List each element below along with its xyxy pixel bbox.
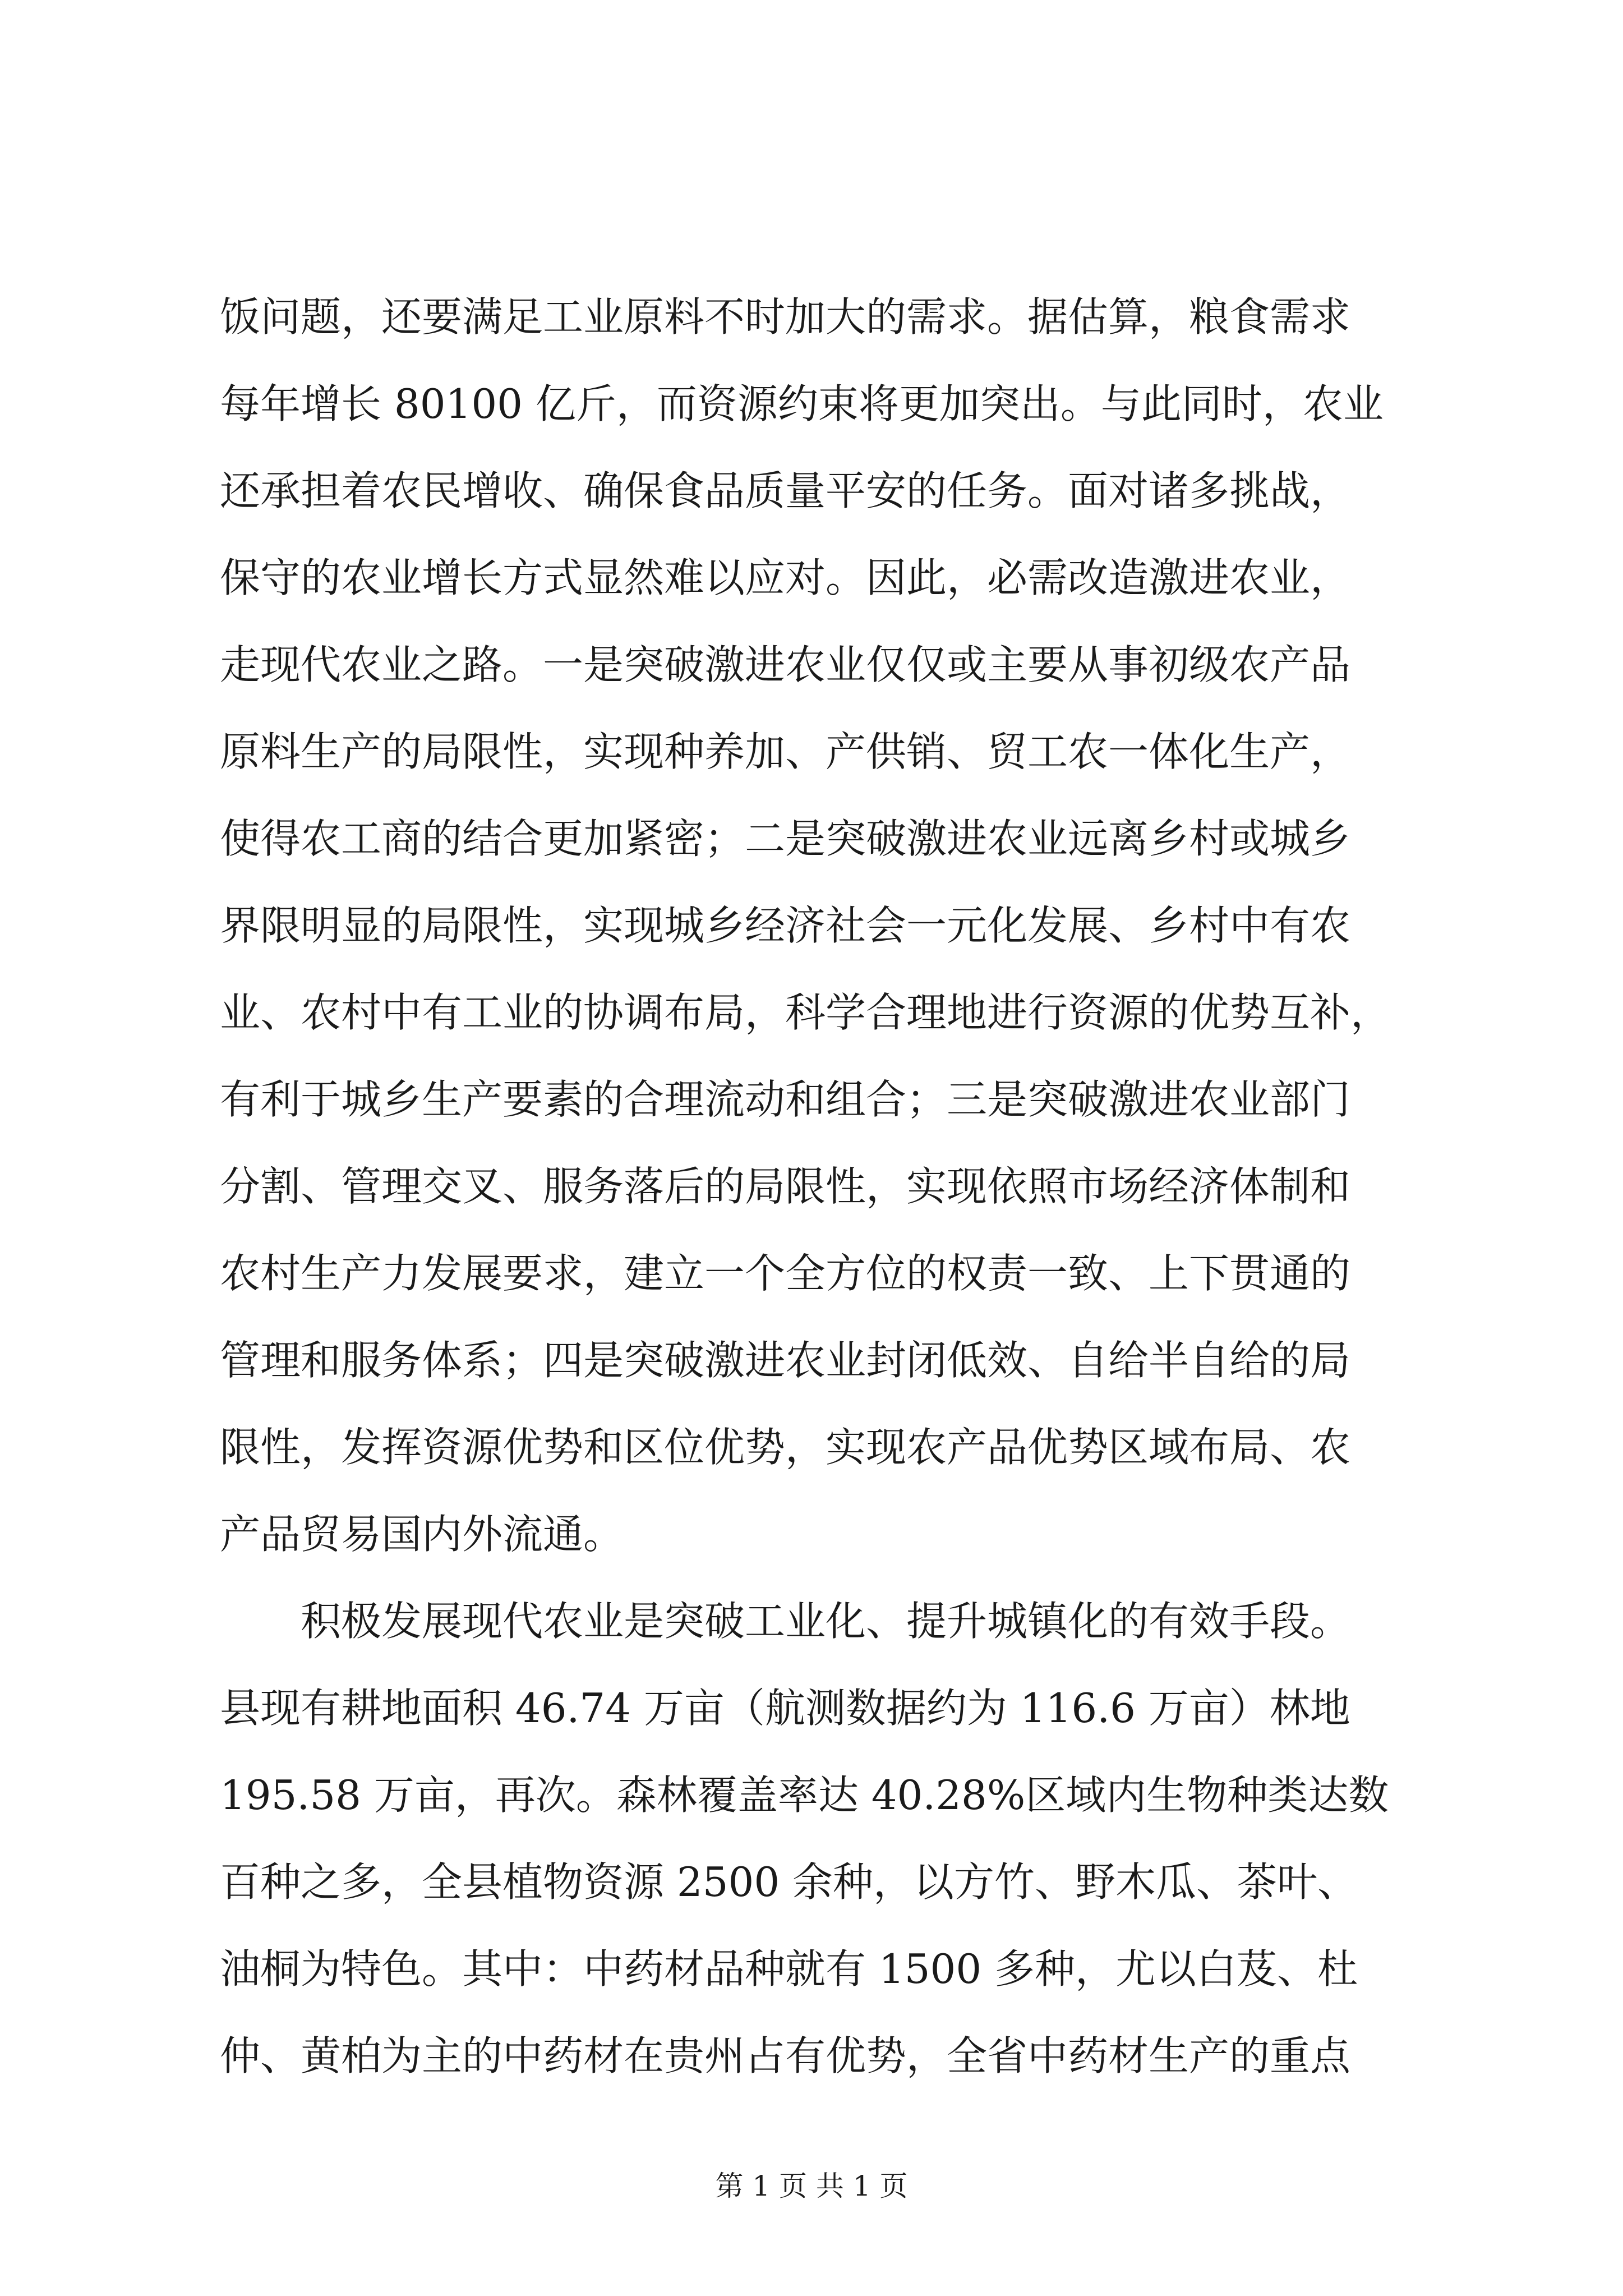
body-text-line: 农村生产力发展要求，建立一个全方位的权责一致、上下贯通的 (220, 1250, 1351, 1297)
body-text-line: 分割、管理交叉、服务落后的局限性，实现依照市场经济体制和 (220, 1163, 1351, 1210)
body-text-line: 原料生产的局限性，实现种养加、产供销、贸工农一体化生产， (220, 728, 1351, 775)
body-text-line: 保守的农业增长方式显然难以应对。因此，必需改造激进农业， (220, 554, 1351, 601)
body-text-line: 饭问题，还要满足工业原料不时加大的需求。据估算，粮食需求 (220, 293, 1351, 341)
body-text-line: 业、农村中有工业的协调布局，科学合理地进行资源的优势互补， (220, 989, 1391, 1036)
body-text-line: 县现有耕地面积 46.74 万亩（航测数据约为 116.6 万亩）林地 (220, 1685, 1350, 1732)
body-text-line: 195.58 万亩，再次。森林覆盖率达 40.28%区域内生物种类达数 (220, 1772, 1389, 1819)
body-text-line: 有利于城乡生产要素的合理流动和组合；三是突破激进农业部门 (220, 1076, 1351, 1123)
body-text-line: 油桐为特色。其中：中药材品种就有 1500 多种，尤以白芨、杜 (220, 1945, 1358, 1993)
body-text-line: 每年增长 80100 亿斤，而资源约束将更加突出。与此同时，农业 (220, 380, 1384, 427)
page-footer: 第 1 页 共 1 页 (715, 2170, 908, 2202)
body-text-line: 管理和服务体系；四是突破激进农业封闭低效、自给半自给的局 (220, 1337, 1351, 1384)
paragraph-first-line: 积极发展现代农业是突破工业化、提升城镇化的有效手段。 (220, 1598, 1351, 1645)
body-text-line: 仲、黄柏为主的中药材在贵州占有优势，全省中药材生产的重点 (220, 2032, 1351, 2079)
body-text-line: 产品贸易国内外流通。 (220, 1511, 624, 1558)
body-text-line: 使得农工商的结合更加紧密；二是突破激进农业远离乡村或城乡 (220, 815, 1351, 862)
body-text-line: 还承担着农民增收、确保食品质量平安的任务。面对诸多挑战， (220, 467, 1351, 514)
body-text-line: 界限明显的局限性，实现城乡经济社会一元化发展、乡村中有农 (220, 902, 1351, 949)
body-text-line: 走现代农业之路。一是突破激进农业仅仅或主要从事初级农产品 (220, 641, 1351, 688)
body-text-line: 限性，发挥资源优势和区位优势，实现农产品优势区域布局、农 (220, 1424, 1351, 1471)
body-text-line: 百种之多，全县植物资源 2500 余种，以方竹、野木瓜、茶叶、 (220, 1858, 1358, 1906)
